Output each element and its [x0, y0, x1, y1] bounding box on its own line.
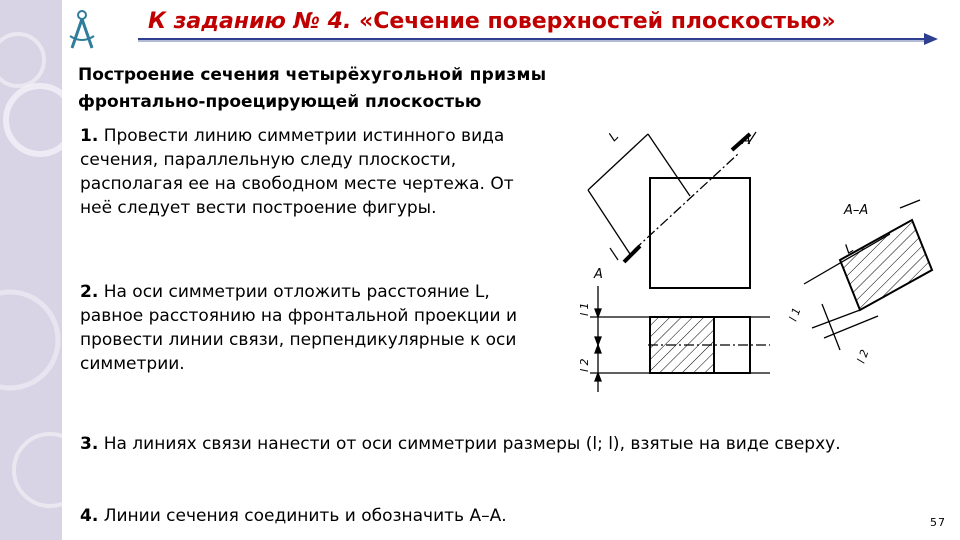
step-number: 2. [80, 282, 99, 302]
label-l2-section: l 2 [854, 347, 872, 366]
intro-lead: Построение сечения [78, 65, 286, 85]
label-l-front: L [606, 129, 622, 145]
top-view-hatched [650, 317, 714, 373]
label-l2-top: l 2 [578, 358, 591, 372]
step-text: На линиях связи нанести от оси симметрии размеры (l; l), взятые на виде сверху. [103, 434, 841, 454]
step-number: 1. [80, 126, 99, 146]
intro-text [78, 62, 546, 116]
step-text: На оси симметрии отложить расстояние L, равное расстоянию на фронтальной проекции и провести линии связи, перпендикулярные к оси симметрии. [80, 282, 518, 374]
title-underline-arrow [138, 32, 938, 46]
step-text: Линии сечения соединить и обозначить А–А. [103, 506, 507, 526]
intro-emphasis: четырёхугольной призмы [285, 65, 547, 85]
label-l1-top: l 1 [578, 302, 591, 316]
compass-logo-icon [64, 8, 100, 52]
step-1 [80, 124, 550, 220]
label-a-bottom: А [594, 267, 603, 282]
step-text: Провести линию симметрии истинного вида сечения, параллельную следу плоскости, располагая ее на свободном месте чертежа. От неё следует вести построение фигуры. [80, 126, 514, 218]
step-number: 3. [80, 434, 99, 454]
intro-line-1 [78, 62, 546, 89]
label-l-section: L [842, 240, 857, 258]
step-4 [80, 504, 840, 528]
front-view-rect [650, 178, 750, 288]
label-l1-section: l 1 [786, 305, 804, 324]
label-a-top: А [742, 133, 751, 148]
step-2 [80, 280, 550, 376]
intro-line-2: фронтально-проецирующей плоскостью [78, 92, 482, 112]
label-section-aa: А–А [844, 203, 869, 218]
section-drawing [560, 110, 940, 410]
title-topic: «Сечение поверхностей плоскостью» [359, 9, 836, 34]
step-number: 4. [80, 506, 99, 526]
title-task-number: К заданию № 4. [148, 9, 352, 34]
step-3 [80, 432, 860, 456]
page-number: 57 [930, 516, 946, 529]
decorative-sidebar [0, 0, 62, 540]
sidebar-circles-decoration [0, 0, 62, 540]
slide-title [148, 9, 836, 34]
